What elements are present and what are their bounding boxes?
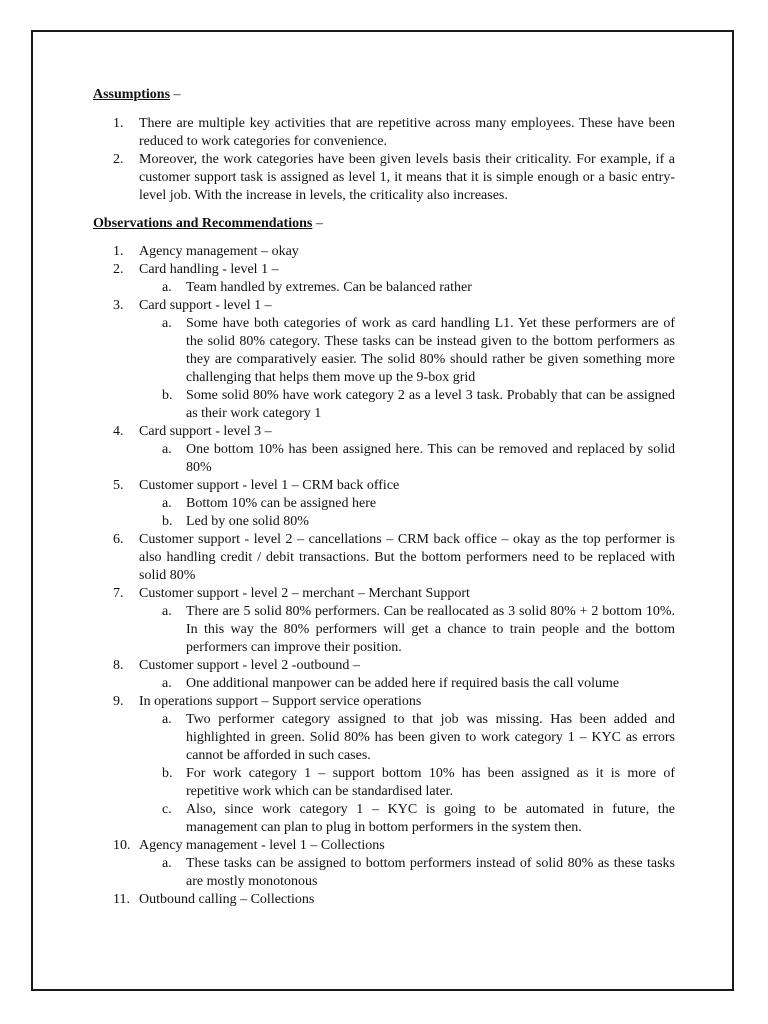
sub-list-item: [93, 801, 675, 837]
sub-list-item-text: Also, since work category 1 – KYC is going to be automated in future, the management can plan to plug in bottom performers in the system then.: [186, 802, 675, 835]
list-item-number: 3.: [113, 298, 124, 313]
list-item: [93, 531, 675, 585]
sub-list-item-letter: b.: [162, 514, 173, 529]
observations-heading: [93, 215, 675, 233]
sub-list: [139, 279, 675, 297]
list-item-number: 5.: [113, 478, 124, 493]
assumptions-list: [93, 115, 675, 205]
sub-list-item-text: One bottom 10% has been assigned here. This can be removed and replaced by solid 80%: [186, 442, 675, 475]
sub-list-item: [93, 513, 675, 531]
assumptions-heading: [93, 86, 675, 104]
list-item: [93, 261, 675, 297]
sub-list-item-letter: a.: [162, 280, 172, 295]
sub-list-item-letter: a.: [162, 604, 172, 619]
sub-list-item-letter: b.: [162, 388, 173, 403]
sub-list-item: [93, 675, 675, 693]
list-item-text: There are multiple key activities that are repetitive across many employees. These have been reduced to work categories for convenience.: [139, 116, 675, 149]
list-item-text: Agency management - level 1 – Collections: [139, 838, 385, 853]
list-item-text: In operations support – Support service operations: [139, 694, 422, 709]
sub-list-item-text: Bottom 10% can be assigned here: [186, 496, 377, 511]
sub-list-item: [93, 711, 675, 765]
assumptions-title: Assumptions: [93, 87, 171, 102]
sub-list: [139, 675, 675, 693]
sub-list: [139, 603, 675, 657]
list-item-text: Card handling - level 1 –: [139, 262, 279, 277]
sub-list-item: [93, 495, 675, 513]
list-item-text: Card support - level 1 –: [139, 298, 272, 313]
sub-list-item: [93, 603, 675, 657]
observations-list: [93, 243, 675, 909]
observations-title: Observations and Recommendations: [93, 216, 313, 231]
list-item-number: 4.: [113, 424, 124, 439]
sub-list-item-text: Some solid 80% have work category 2 as a level 3 task. Probably that can be assigned as their work category 1: [186, 388, 675, 421]
list-item: [93, 151, 675, 205]
list-item-number: 1.: [113, 244, 124, 259]
list-item: [93, 243, 675, 261]
list-item-number: 1.: [113, 116, 124, 131]
sub-list-item-letter: a.: [162, 496, 172, 511]
assumptions-dash: –: [170, 87, 181, 102]
sub-list: [139, 711, 675, 837]
list-item-number: 10.: [113, 838, 131, 853]
list-item-number: 2.: [113, 152, 124, 167]
sub-list-item-text: Led by one solid 80%: [186, 514, 309, 529]
sub-list: [139, 441, 675, 477]
sub-list-item-letter: a.: [162, 856, 172, 871]
sub-list-item-text: There are 5 solid 80% performers. Can be reallocated as 3 solid 80% + 2 bottom 10%. In this way the 80% performers will get a chance to train people and the bottom performers can improve their position.: [186, 604, 675, 655]
list-item-text: Moreover, the work categories have been given levels basis their criticality. For example, if a customer support task is assigned as level 1, it means that it is simple enough or a basic entry-level job. With the increase in levels, the criticality also increases.: [139, 152, 675, 203]
sub-list-item: [93, 279, 675, 297]
list-item-number: 11.: [113, 892, 130, 907]
list-item-text: Agency management – okay: [139, 244, 299, 259]
list-item-text: Outbound calling – Collections: [139, 892, 315, 907]
list-item-number: 2.: [113, 262, 124, 277]
list-item: [93, 423, 675, 477]
list-item: [93, 657, 675, 693]
sub-list-item: [93, 315, 675, 387]
sub-list-item-text: For work category 1 – support bottom 10% has been assigned as it is more of repetitive work which can be standardised later.: [186, 766, 675, 799]
sub-list-item-text: Team handled by extremes. Can be balanced rather: [186, 280, 472, 295]
sub-list-item: [93, 855, 675, 891]
sub-list-item-letter: b.: [162, 766, 173, 781]
sub-list-item-text: Some have both categories of work as card handling L1. Yet these performers are of the solid 80% category. These tasks can be instead given to the bottom performers as they are comparatively easier. The solid 80% should rather be given something more challenging that helps them move up the 9-box grid: [186, 316, 675, 385]
sub-list-item-letter: a.: [162, 442, 172, 457]
list-item: [93, 891, 675, 909]
sub-list-item: [93, 441, 675, 477]
sub-list-item-text: These tasks can be assigned to bottom performers instead of solid 80% as these tasks are mostly monotonous: [186, 856, 675, 889]
list-item: [93, 837, 675, 891]
sub-list: [139, 315, 675, 423]
sub-list: [139, 855, 675, 891]
sub-list-item: [93, 765, 675, 801]
sub-list-item-text: Two performer category assigned to that job was missing. Has been added and highlighted in green. Solid 80% has been given to work category 1 – KYC as errors cannot be afforded in such cases.: [186, 712, 675, 763]
list-item: [93, 693, 675, 837]
list-item-number: 8.: [113, 658, 124, 673]
list-item: [93, 297, 675, 423]
list-item-text: Card support - level 3 –: [139, 424, 272, 439]
document-body: [93, 86, 675, 909]
sub-list-item-letter: a.: [162, 316, 172, 331]
list-item-text: Customer support - level 1 – CRM back office: [139, 478, 400, 493]
sub-list-item-text: One additional manpower can be added here if required basis the call volume: [186, 676, 620, 691]
list-item-number: 9.: [113, 694, 124, 709]
list-item-text: Customer support - level 2 – cancellations – CRM back office – okay as the top performer is also handling credit / debit transactions. But the bottom performers need to be replaced with solid 80%: [139, 532, 675, 583]
list-item-number: 6.: [113, 532, 124, 547]
observations-dash: –: [312, 216, 323, 231]
list-item-text: Customer support - level 2 – merchant – Merchant Support: [139, 586, 470, 601]
sub-list-item: [93, 387, 675, 423]
list-item: [93, 477, 675, 531]
list-item: [93, 585, 675, 657]
sub-list-item-letter: a.: [162, 676, 172, 691]
list-item-text: Customer support - level 2 -outbound –: [139, 658, 360, 673]
sub-list-item-letter: c.: [162, 802, 172, 817]
list-item: [93, 115, 675, 151]
sub-list-item-letter: a.: [162, 712, 172, 727]
list-item-number: 7.: [113, 586, 124, 601]
sub-list: [139, 495, 675, 531]
